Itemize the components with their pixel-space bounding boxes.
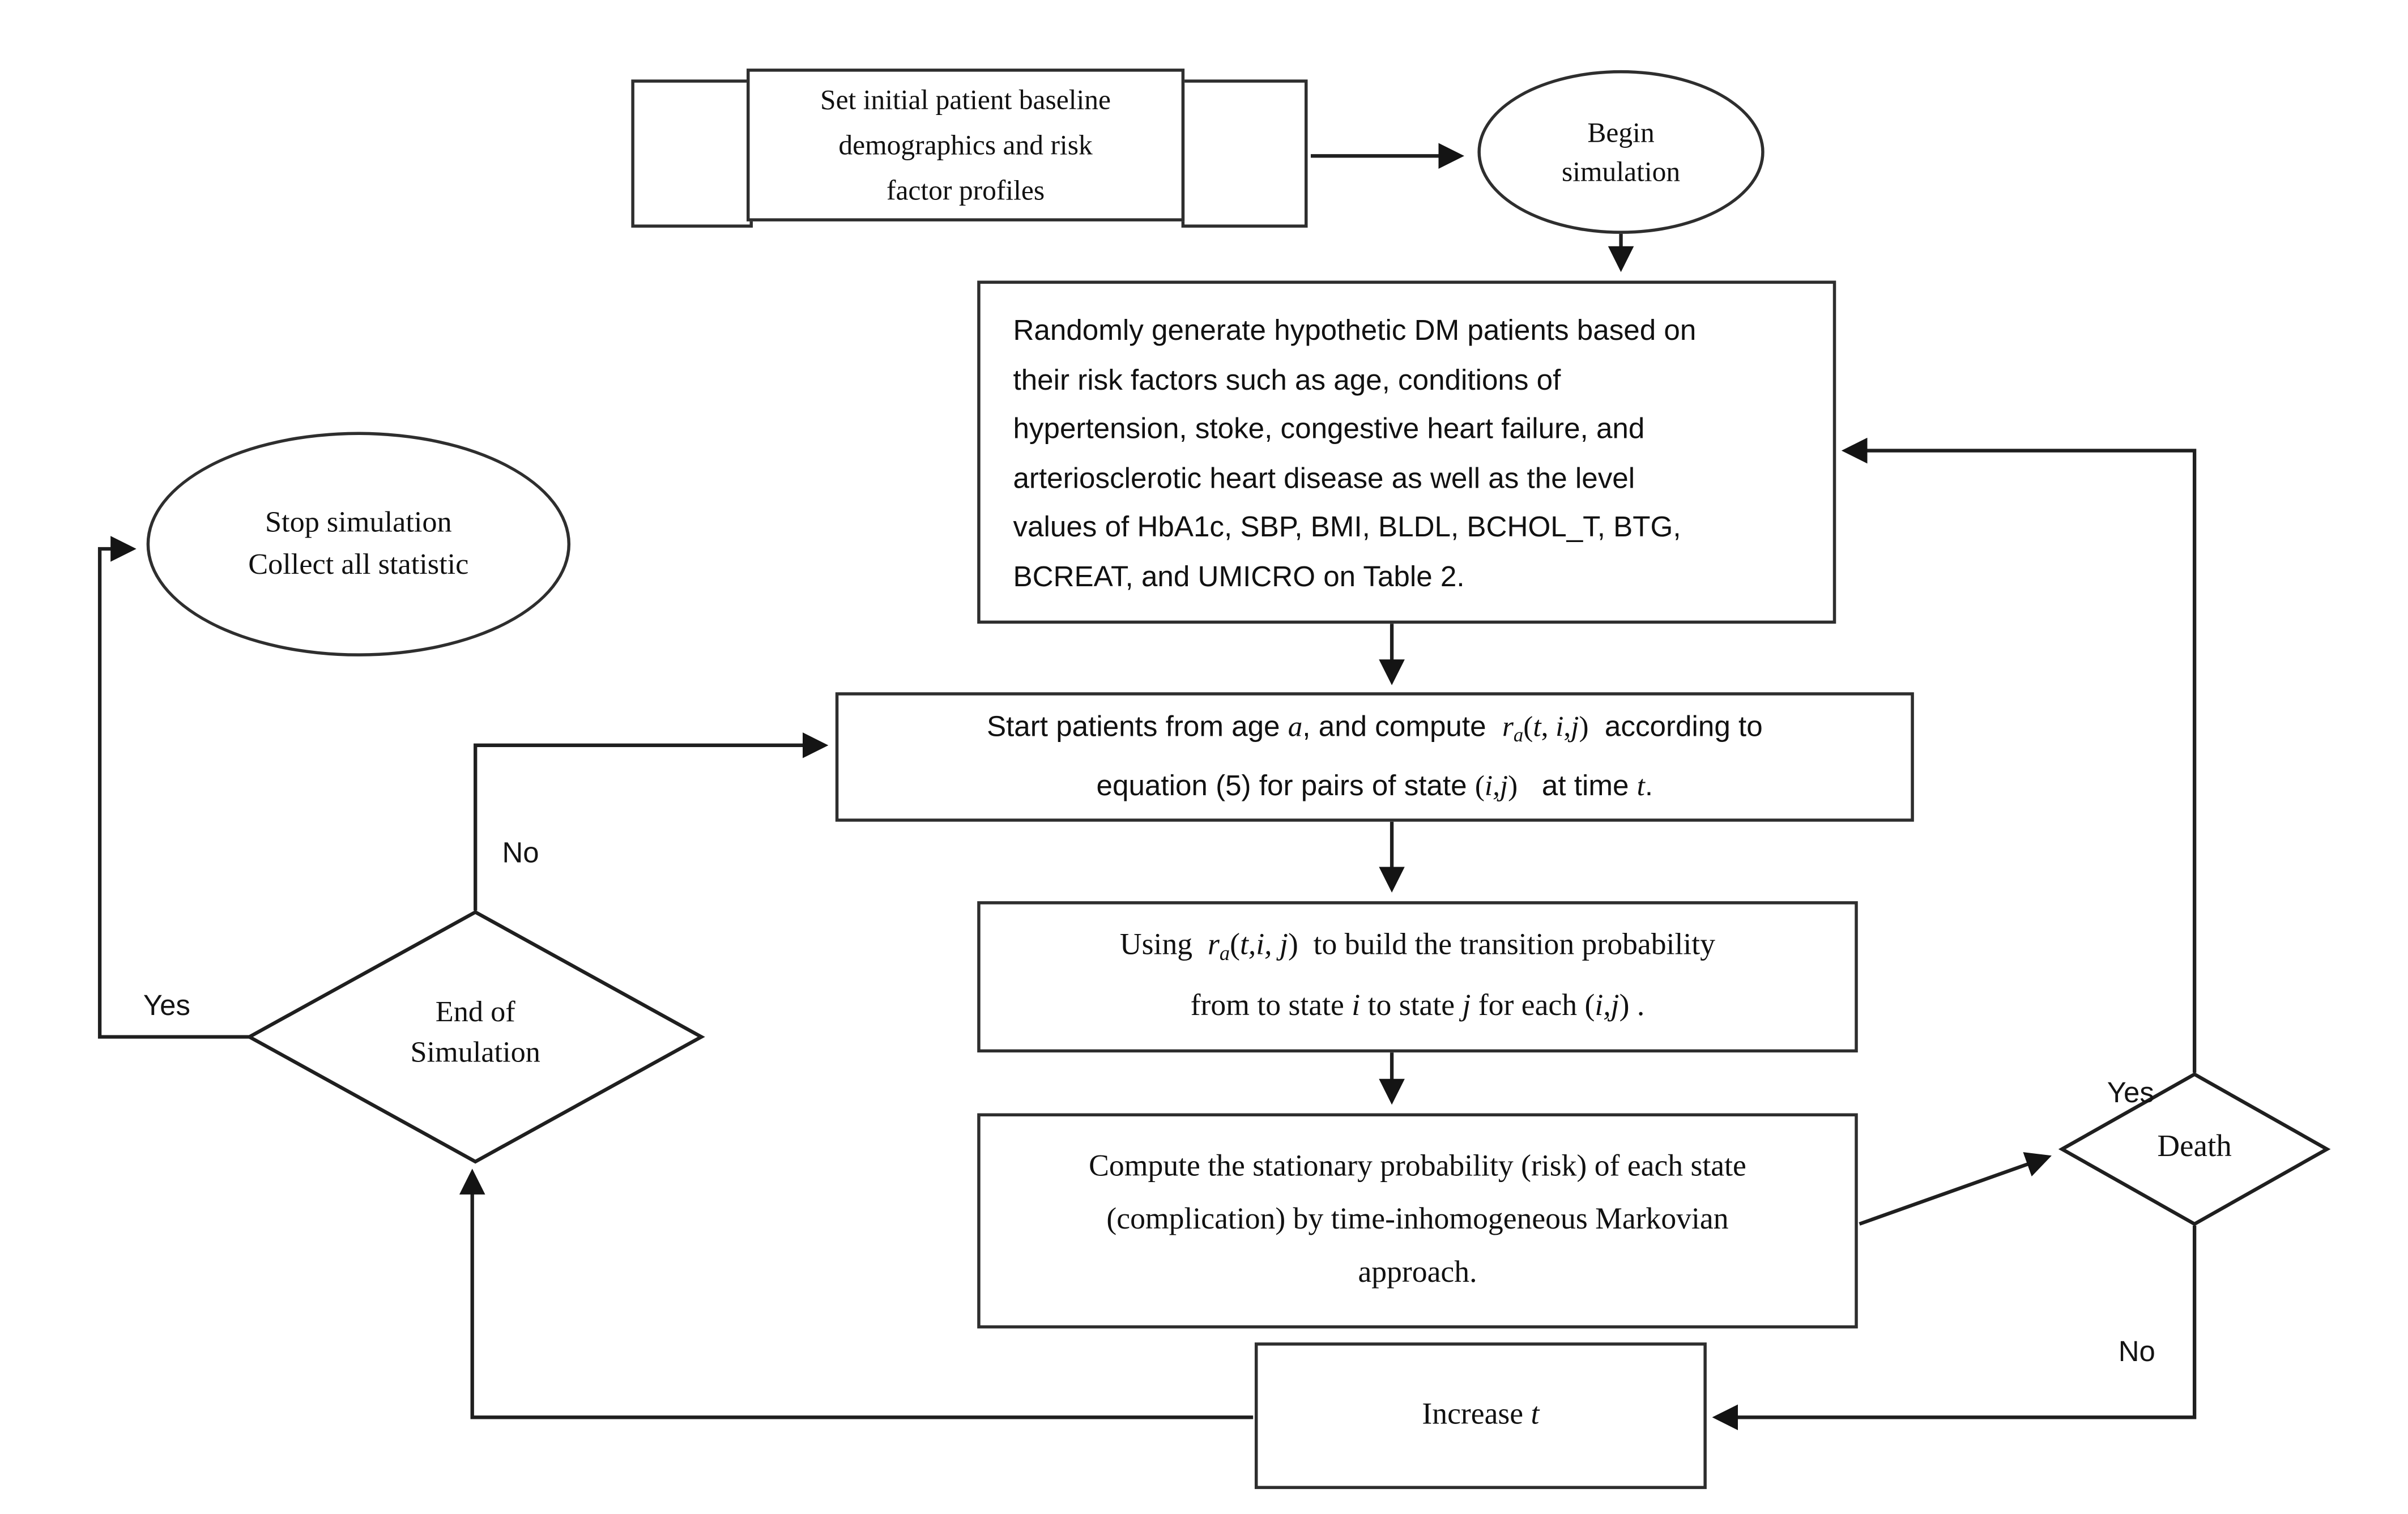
generate-line: BCREAT, and UMICRO on Table 2. bbox=[1013, 558, 1465, 592]
arrow-compute-to-death bbox=[1860, 1157, 2048, 1224]
using-line: from to state i to state j for each (i,j) . bbox=[1190, 990, 1645, 1023]
start-patients-line: Start patients from age a, and compute ra(t, i,j) according to bbox=[986, 710, 1763, 747]
compute-line: Compute the stationary probability (risk) of each state bbox=[1089, 1150, 1746, 1184]
generate-line: arteriosclerotic heart disease as well as the level bbox=[1013, 460, 1635, 494]
compute-stationary-node bbox=[977, 1113, 1858, 1328]
set-initial-node bbox=[747, 69, 1184, 221]
stop-line: Collect all statistic bbox=[248, 548, 469, 582]
end-yes-label: Yes bbox=[143, 988, 190, 1022]
start-patients-line: equation (5) for pairs of state (i,j) at time t. bbox=[1096, 768, 1653, 803]
death-label: Death bbox=[2157, 1129, 2232, 1164]
start-patients-node bbox=[836, 692, 1914, 821]
using-line: Using ra(t,i, j) to build the transition probability bbox=[1119, 929, 1716, 965]
generate-patients-node bbox=[977, 281, 1836, 624]
stop-simulation-node bbox=[147, 432, 570, 656]
generate-line: hypertension, stoke, congestive heart failure, and bbox=[1013, 411, 1645, 445]
begin-line: simulation bbox=[1562, 155, 1681, 186]
generate-line: Randomly generate hypothetic DM patients based on bbox=[1013, 313, 1697, 347]
generate-line: values of HbA1c, SBP, BMI, BLDL, BCHOL_T, BTG, bbox=[1013, 510, 1681, 543]
increase-t-line: Increase t bbox=[1422, 1398, 1540, 1432]
set-initial-line: factor profiles bbox=[886, 173, 1045, 205]
death-yes-label: Yes bbox=[2107, 1076, 2154, 1109]
set-initial-line: demographics and risk bbox=[838, 129, 1093, 160]
generate-line: their risk factors such as age, conditions of bbox=[1013, 362, 1561, 395]
stop-line: Stop simulation bbox=[265, 506, 452, 540]
compute-line: approach. bbox=[1358, 1256, 1477, 1290]
begin-simulation-node bbox=[1477, 70, 1764, 234]
set-initial-line: Set initial patient baseline bbox=[820, 83, 1111, 115]
end-of-simulation-line: End of bbox=[435, 996, 515, 1029]
begin-line: Begin bbox=[1587, 116, 1655, 148]
using-transition-node bbox=[977, 901, 1858, 1052]
increase-t-node bbox=[1255, 1342, 1707, 1489]
end-of-simulation-line: Simulation bbox=[410, 1037, 540, 1070]
line-end-no-to-start bbox=[475, 745, 824, 911]
set-initial-left-bar bbox=[631, 79, 753, 228]
end-of-simulation-label bbox=[335, 993, 616, 1074]
compute-line: (complication) by time-inhomogeneous Markovian bbox=[1106, 1204, 1729, 1236]
set-initial-right-bar bbox=[1182, 79, 1308, 228]
death-no-label: No bbox=[2118, 1334, 2155, 1368]
end-no-label: No bbox=[502, 835, 539, 869]
